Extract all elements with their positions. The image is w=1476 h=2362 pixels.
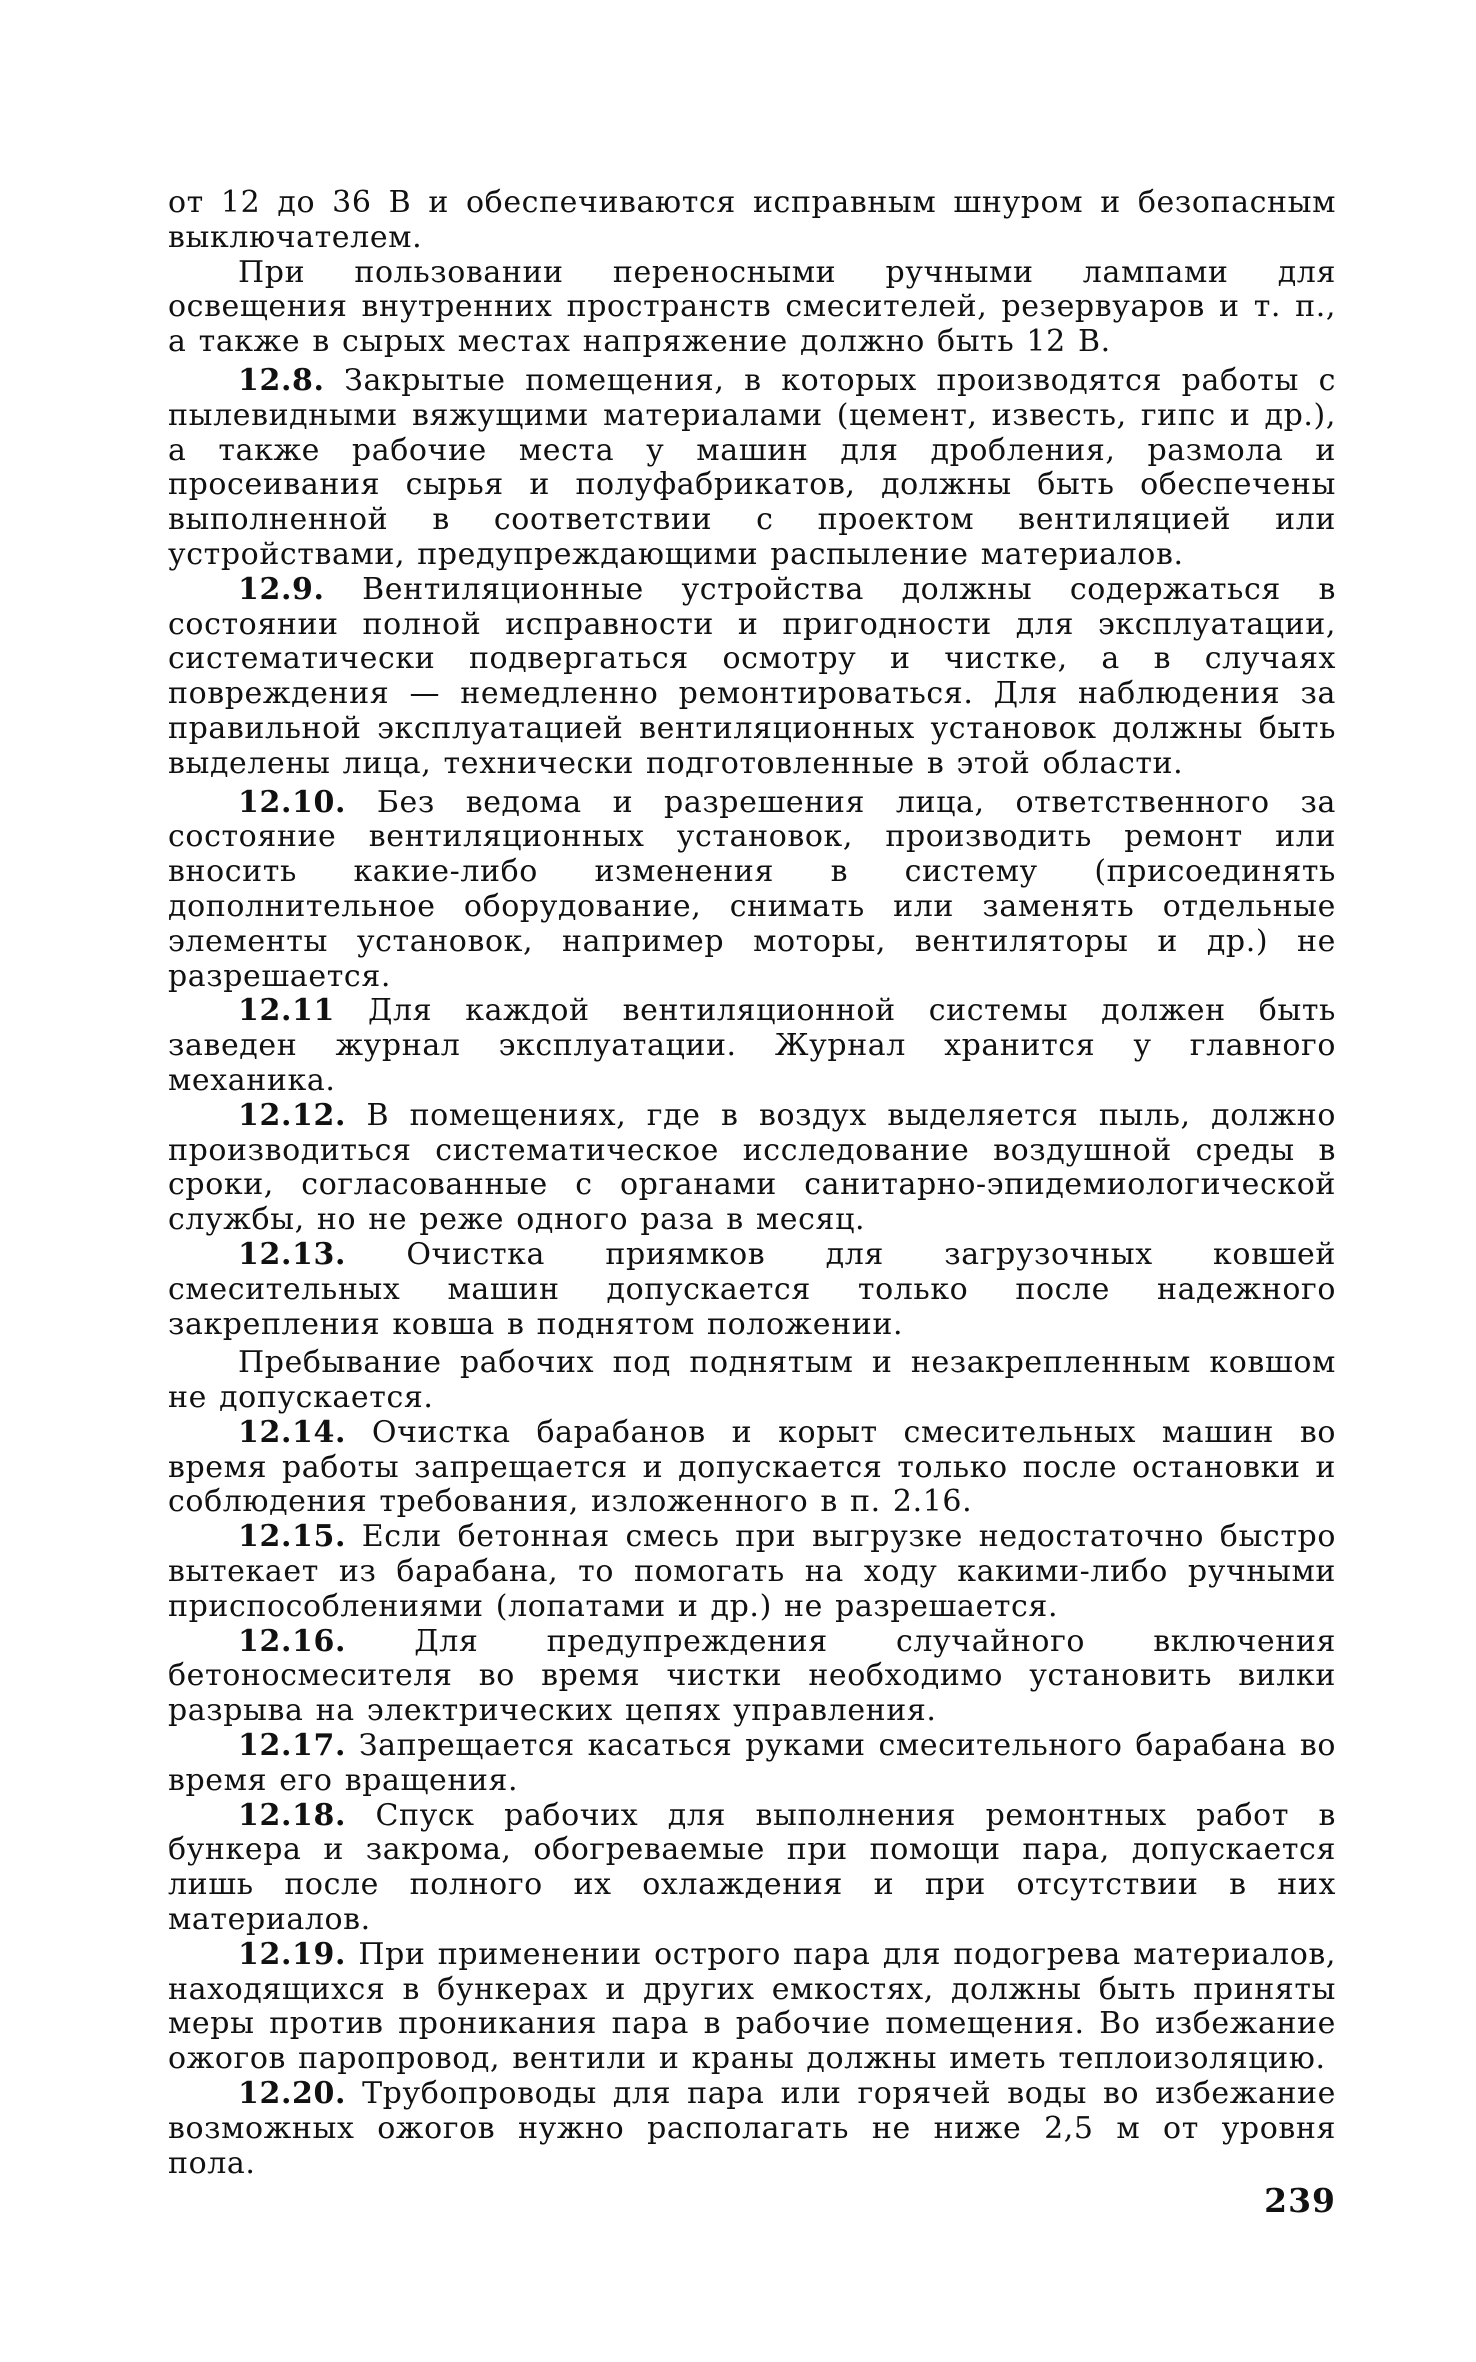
paragraph-12-14 bbox=[168, 1416, 1336, 1520]
section-number: 12.12. bbox=[238, 1097, 346, 1133]
section-number: 12.19. bbox=[238, 1936, 346, 1972]
paragraph-text: При пользовании переносными ручными лампами для освещения внутренних пространств смесителей, резервуаров и т. п., а также в сырых местах напряжение должно быть 12 В. bbox=[168, 254, 1336, 360]
page-number: 239 bbox=[1264, 2181, 1336, 2220]
paragraph-12-8 bbox=[168, 364, 1336, 573]
paragraph-text: от 12 до 36 В и обеспечиваются исправным шнуром и безопасным выключателем. bbox=[168, 185, 1336, 255]
paragraph-text: Запрещается касаться руками смесительного барабана во время его вращения. bbox=[168, 1728, 1337, 1798]
paragraph-12-12 bbox=[168, 1099, 1336, 1238]
paragraph-text: Пребывание рабочих под поднятым и незакрепленным ковшом не допускается. bbox=[168, 1345, 1336, 1416]
section-number: 12.13. bbox=[238, 1236, 346, 1272]
paragraph-12-17 bbox=[168, 1729, 1336, 1799]
paragraph-12-13 bbox=[168, 1238, 1336, 1342]
paragraph-text: Закрытые помещения, в которых производятся работы с пылевидными вяжущими материалами (цемент, известь, гипс и др.), а также рабочие места у машин для дробления, размола и просеивания сырья и полуфабрикатов, должны быть обеспечены выполненной в соответствии с проектом вентиляцией или устройствами, предупреждающими распыление материалов. bbox=[168, 362, 1336, 572]
paragraph-12-11 bbox=[168, 994, 1336, 1098]
paragraph-text: Очистка барабанов и корыт смесительных машин во время работы запрещается и допускается только после остановки и соблюдения требования, изложенного в п. 2.16. bbox=[168, 1414, 1337, 1520]
paragraph-12-10 bbox=[168, 786, 1336, 995]
paragraph-12-9 bbox=[168, 573, 1336, 782]
paragraph-text: Трубопроводы для пара или горячей воды во избежание возможных ожогов нужно располагать не ниже 2,5 м от уровня пола. bbox=[168, 2076, 1336, 2181]
paragraph-12-20 bbox=[168, 2077, 1336, 2181]
section-number: 12.8. bbox=[238, 362, 325, 398]
paragraph-12-15 bbox=[168, 1520, 1336, 1624]
paragraph-continuation bbox=[168, 186, 1336, 256]
paragraph-text: Спуск рабочих для выполнения ремонтных работ в бункера и закрома, обогреваемые при помощи пара, допускается лишь после полного их охлаждения и при отсутствии в них материалов. bbox=[168, 1797, 1336, 1938]
paragraph-portable-lamps bbox=[168, 256, 1336, 360]
paragraph-12-16 bbox=[168, 1625, 1336, 1729]
paragraph-text: Если бетонная смесь при выгрузке недостаточно быстро вытекает из барабана, то помогать на ходу какими-либо ручными приспособлениями (лопатами и др.) не разрешается. bbox=[168, 1519, 1336, 1624]
paragraph-bucket-stay bbox=[168, 1346, 1336, 1416]
page-body bbox=[168, 186, 1336, 2181]
section-number: 12.15. bbox=[238, 1519, 346, 1555]
paragraph-text: Очистка приямков для загрузочных ковшей смесительных машин допускается только после надежного закрепления ковша в поднятом положении. bbox=[168, 1236, 1336, 1342]
section-number: 12.11 bbox=[238, 993, 335, 1029]
paragraph-text: В помещениях, где в воздух выделяется пыль, должно производиться систематическое исследование воздушной среды в сроки, согласованные с органами санитарно-эпидемиологической службы, но не реже одного раза в месяц. bbox=[168, 1097, 1336, 1238]
section-number: 12.18. bbox=[238, 1797, 346, 1833]
paragraph-text: Вентиляционные устройства должны содержаться в состоянии полной исправности и пригодности для эксплуатации, систематически подвергаться осмотру и чистке, а в случаях повреждения — немедленно ремонтироваться. Для наблюдения за правильной эксплуатацией вентиляционных установок должны быть выделены лица, технически подготовленные в этой области. bbox=[168, 571, 1337, 781]
section-number: 12.20. bbox=[238, 2076, 346, 2112]
section-number: 12.14. bbox=[238, 1414, 346, 1450]
paragraph-text: Без ведома и разрешения лица, ответственного за состояние вентиляционных установок, производить ремонт или вносить какие-либо изменения в систему (присоединять дополнительное оборудование, снимать или заменять отдельные элементы установок, например моторы, вентиляторы и др.) не разрешается. bbox=[168, 784, 1336, 994]
paragraph-12-19 bbox=[168, 1938, 1336, 2077]
paragraph-text: Для предупреждения случайного включения бетоносмесителя во время чистки необходимо установить вилки разрыва на электрических цепях управления. bbox=[168, 1623, 1336, 1729]
section-number: 12.16. bbox=[238, 1623, 346, 1659]
section-number: 12.9. bbox=[238, 571, 325, 607]
paragraph-12-18 bbox=[168, 1799, 1336, 1938]
paragraph-text: Для каждой вентиляционной системы должен быть заведен журнал эксплуатации. Журнал хранится у главного механика. bbox=[168, 993, 1336, 1098]
section-number: 12.17. bbox=[238, 1728, 346, 1764]
paragraph-text: При применении острого пара для подогрева материалов, находящихся в бункерах и других емкостях, должны быть приняты меры против проникания пара в рабочие помещения. Во избежание ожогов паропровод, вентили и краны должны иметь теплоизоляцию. bbox=[168, 1936, 1336, 2077]
section-number: 12.10. bbox=[238, 784, 346, 820]
